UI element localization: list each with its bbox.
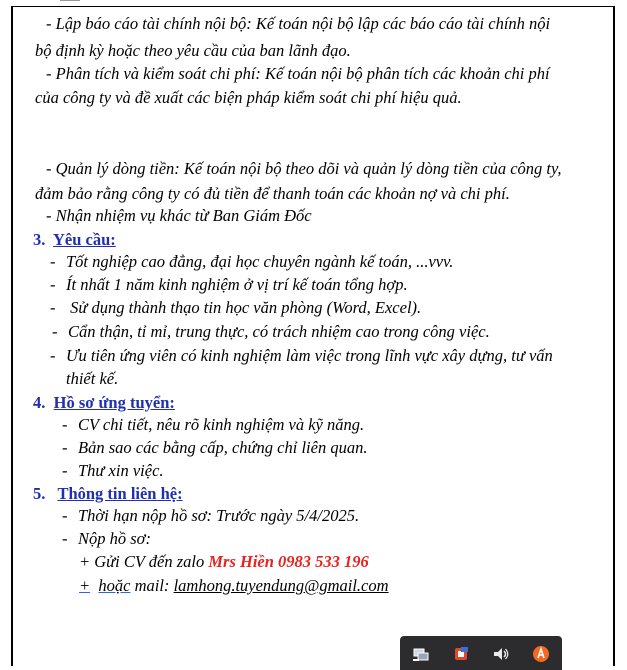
duty-2-line-1: - Phân tích và kiểm soát chi phí: Kế toán nội bộ phân tích các khoản chi phí (46, 64, 550, 83)
requirement-item: - Ít nhất 1 năm kinh nghiệm ở vị trí kế toán tổng hợp. (50, 275, 408, 294)
requirement-item: - Ưu tiên ứng viên có kinh nghiệm làm việc trong lĩnh vực xây dựng, tư vấn (50, 346, 553, 365)
app-icon[interactable] (452, 645, 470, 663)
dash: - (50, 252, 56, 271)
dash: - (62, 415, 68, 434)
email-link[interactable]: lamhong.tuyendung@gmail.com (173, 576, 389, 595)
volume-icon[interactable] (492, 645, 510, 663)
application-item: - Thư xin việc. (62, 461, 164, 480)
requirement-item-continuation: thiết kế. (66, 369, 119, 388)
dash: - (50, 346, 56, 365)
requirement-item: - Tốt nghiệp cao đẳng, đại học chuyên ngành kế toán, ...vvv. (50, 252, 454, 271)
application-item: - CV chi tiết, nêu rõ kinh nghiệm và kỹ năng. (62, 415, 365, 434)
system-tray (400, 636, 562, 670)
dash: - (62, 529, 68, 548)
duty-1-line-2: bộ định kỳ hoặc theo yêu cầu của ban lãnh đạo. (35, 41, 351, 60)
contact-deadline: - Thời hạn nộp hồ sơ: Trước ngày 5/4/2025. (62, 506, 360, 525)
duty-3-line-1: - Quản lý dòng tiền: Kế toán nội bộ theo dõi và quản lý dòng tiền của công ty, (46, 159, 562, 178)
duty-2-line-2: của công ty và đề xuất các biện pháp kiểm soát chi phí hiệu quả. (35, 88, 462, 107)
dash: - (62, 438, 68, 457)
duty-1-line-1: - Lập báo cáo tài chính nội bộ: Kế toán nội bộ lập các báo cáo tài chính nội (46, 14, 551, 33)
section-number: 3. (33, 230, 46, 249)
zalo-contact: Mrs Hiền 0983 533 196 (208, 552, 369, 571)
dash: - (62, 506, 68, 525)
section-title: Hồ sơ ứng tuyển: (53, 393, 175, 412)
network-icon[interactable] (412, 645, 430, 663)
contact-submit: - Nộp hồ sơ: (62, 529, 151, 548)
duty-4: - Nhận nhiệm vụ khác từ Ban Giám Đốc (46, 206, 312, 225)
section-title: Yêu cầu: (53, 230, 116, 249)
dash: - (50, 298, 56, 317)
requirement-item: - Cẩn thận, tỉ mỉ, trung thực, có trách nhiệm cao trong công việc. (52, 322, 490, 341)
avast-icon[interactable] (532, 645, 550, 663)
contact-mail: + hoặc mail: lamhong.tuyendung@gmail.com (79, 576, 389, 595)
duty-3-line-2: đảm bảo rằng công ty có đủ tiền để thanh toán các khoản nợ và chi phí. (35, 184, 510, 203)
requirement-item: - Sử dụng thành thạo tin học văn phòng (Word, Excel). (50, 298, 422, 317)
section-contact-heading (33, 483, 183, 505)
section-requirements-heading (33, 229, 116, 251)
application-item: - Bản sao các bằng cấp, chứng chỉ liên quan. (62, 438, 368, 457)
section-title: Thông tin liên hệ: (57, 484, 183, 503)
section-number: 5. (33, 484, 46, 503)
dash: - (50, 275, 56, 294)
contact-zalo: + Gửi CV đến zalo Mrs Hiền 0983 533 196 (79, 552, 369, 571)
section-number: 4. (33, 393, 46, 412)
dash: - (52, 322, 58, 341)
section-application-heading (33, 392, 175, 414)
ruler-mark (60, 0, 80, 5)
dash: - (62, 461, 68, 480)
